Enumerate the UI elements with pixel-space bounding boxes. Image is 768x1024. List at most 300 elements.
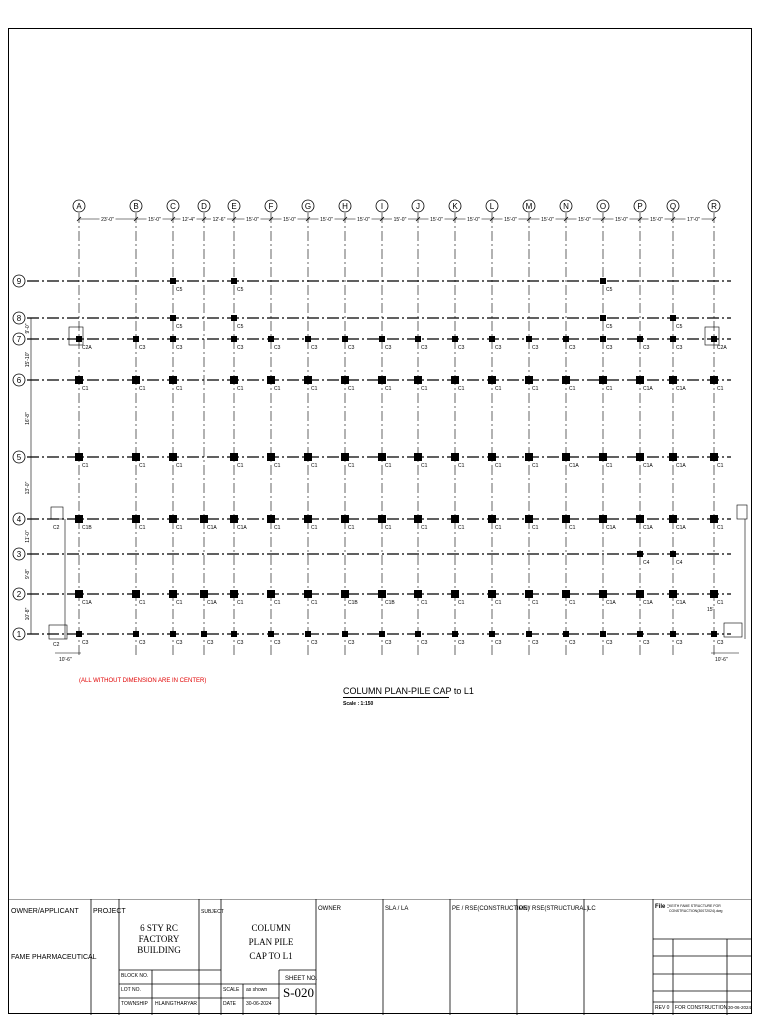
grid-number-3: 3 bbox=[16, 550, 22, 559]
edge-dimension: 10'-6" bbox=[59, 657, 72, 663]
edge-detail bbox=[724, 623, 742, 637]
column-J6 bbox=[414, 376, 422, 384]
column-G1 bbox=[305, 631, 311, 637]
owner-applicant-label: OWNER/APPLICANT bbox=[11, 908, 79, 915]
owner-label: OWNER bbox=[318, 906, 341, 912]
column-label: C5 bbox=[676, 324, 683, 330]
grid-letter-M: M bbox=[525, 202, 533, 211]
column-plan-drawing bbox=[9, 29, 751, 899]
column-J5 bbox=[414, 453, 422, 461]
column-N5 bbox=[562, 453, 570, 461]
column-label: C1A bbox=[676, 600, 686, 606]
column-Q3 bbox=[670, 551, 676, 557]
column-label: C1 bbox=[532, 600, 539, 606]
column-label: C1 bbox=[421, 600, 428, 606]
column-L5 bbox=[488, 453, 496, 461]
column-label: C3 bbox=[274, 345, 281, 351]
column-label: C1 bbox=[458, 386, 465, 392]
column-B5 bbox=[132, 453, 140, 461]
column-R5 bbox=[710, 453, 718, 461]
column-label: C1 bbox=[532, 386, 539, 392]
column-label: C3 bbox=[421, 345, 428, 351]
column-label: C1 bbox=[237, 386, 244, 392]
column-D2 bbox=[200, 590, 208, 598]
column-G6 bbox=[304, 376, 312, 384]
scale-value: as shown bbox=[246, 987, 268, 993]
column-label: C1 bbox=[532, 525, 539, 531]
column-I2 bbox=[378, 590, 386, 598]
column-label: C1 bbox=[311, 600, 318, 606]
column-label: C1A bbox=[237, 525, 247, 531]
column-O8 bbox=[600, 315, 606, 321]
column-H2 bbox=[341, 590, 349, 598]
letter-spacing-dim: 15'-0" bbox=[650, 217, 663, 223]
grid-number-4: 4 bbox=[16, 515, 22, 524]
revision-date: 30-06-2024 bbox=[728, 1005, 752, 1010]
column-label: C3 bbox=[643, 640, 650, 646]
column-label: C5 bbox=[176, 324, 183, 330]
sheet-no-label: SHEET NO. bbox=[285, 976, 318, 982]
title-block-lines bbox=[9, 899, 751, 1015]
column-J4 bbox=[414, 515, 422, 523]
column-label: C1A bbox=[207, 600, 217, 606]
column-label: C1 bbox=[421, 463, 428, 469]
grid-number-5: 5 bbox=[16, 453, 22, 462]
column-label: C2A bbox=[82, 345, 92, 351]
column-G7 bbox=[305, 336, 311, 342]
column-label: C4 bbox=[676, 560, 683, 566]
edge-column-label: C2 bbox=[53, 525, 60, 531]
column-R6 bbox=[710, 376, 718, 384]
column-F7 bbox=[268, 336, 274, 342]
column-K5 bbox=[451, 453, 459, 461]
column-O2 bbox=[599, 590, 607, 598]
column-label: C3 bbox=[82, 640, 89, 646]
number-spacing-dim: 11'-0" bbox=[25, 530, 31, 543]
column-label: C3 bbox=[569, 345, 576, 351]
letter-spacing-dim: 12'-4" bbox=[182, 217, 195, 223]
column-P7 bbox=[637, 336, 643, 342]
column-E5 bbox=[230, 453, 238, 461]
column-C5 bbox=[169, 453, 177, 461]
column-label: C3 bbox=[274, 640, 281, 646]
letter-spacing-dim: 15'-0" bbox=[357, 217, 370, 223]
column-label: C3 bbox=[606, 345, 613, 351]
column-H7 bbox=[342, 336, 348, 342]
column-N1 bbox=[563, 631, 569, 637]
column-label: C1 bbox=[82, 386, 89, 392]
column-label: C1 bbox=[385, 386, 392, 392]
file-name: KEITH FAME STRUCTURE FOR CONSTRUCTION(30072024).dwg bbox=[669, 904, 723, 913]
sla-label: SLA / LA bbox=[385, 906, 409, 912]
subject-value: COLUMN PLAN PILE CAP TO L1 bbox=[248, 923, 294, 961]
column-O5 bbox=[599, 453, 607, 461]
column-L6 bbox=[488, 376, 496, 384]
lc-label: LC bbox=[588, 906, 596, 912]
column-P6 bbox=[636, 376, 644, 384]
edge-detail bbox=[737, 505, 747, 519]
number-spacing-dim: 10'-8" bbox=[25, 607, 31, 621]
grid-number-6: 6 bbox=[16, 376, 22, 385]
column-label: C3 bbox=[176, 345, 183, 351]
column-J2 bbox=[414, 590, 422, 598]
grid-letter-P: P bbox=[637, 202, 643, 211]
number-spacing-dim: 13'-0" bbox=[25, 481, 31, 495]
column-label: C1 bbox=[458, 463, 465, 469]
edge-column-label: C2 bbox=[53, 642, 60, 648]
column-label: C5 bbox=[176, 287, 183, 293]
column-L4 bbox=[488, 515, 496, 523]
column-P3 bbox=[637, 551, 643, 557]
column-C7 bbox=[170, 336, 176, 342]
column-I4 bbox=[378, 515, 386, 523]
column-label: C3 bbox=[676, 345, 683, 351]
column-Q5 bbox=[669, 453, 677, 461]
column-label: C1 bbox=[348, 525, 355, 531]
revision-number: REV 0 bbox=[655, 1005, 670, 1011]
column-F1 bbox=[268, 631, 274, 637]
grid-letter-L: L bbox=[489, 202, 495, 211]
column-label: C3 bbox=[348, 345, 355, 351]
column-B1 bbox=[133, 631, 139, 637]
column-label: C3 bbox=[458, 640, 465, 646]
column-label: C4 bbox=[643, 560, 650, 566]
column-label: C1A bbox=[676, 463, 686, 469]
column-label: C1A bbox=[643, 600, 653, 606]
project-label: PROJECT bbox=[93, 908, 126, 915]
grid-number-2: 2 bbox=[16, 590, 22, 599]
column-label: C3 bbox=[717, 640, 724, 646]
column-M4 bbox=[525, 515, 533, 523]
column-label: C3 bbox=[311, 640, 318, 646]
column-A7 bbox=[76, 336, 82, 342]
column-label: C1 bbox=[311, 525, 318, 531]
column-P2 bbox=[636, 590, 644, 598]
column-L7 bbox=[489, 336, 495, 342]
column-E2 bbox=[230, 590, 238, 598]
block-no-label: BLOCK NO. bbox=[121, 973, 149, 979]
column-label: C1 bbox=[458, 525, 465, 531]
column-label: C1 bbox=[139, 386, 146, 392]
column-F5 bbox=[267, 453, 275, 461]
column-H6 bbox=[341, 376, 349, 384]
column-K4 bbox=[451, 515, 459, 523]
column-label: C3 bbox=[495, 640, 502, 646]
column-F6 bbox=[267, 376, 275, 384]
grid-letter-R: R bbox=[711, 202, 717, 211]
column-label: C3 bbox=[139, 345, 146, 351]
column-label: C2A bbox=[717, 345, 727, 351]
column-label: C1B bbox=[82, 525, 92, 531]
column-label: C3 bbox=[569, 640, 576, 646]
column-M6 bbox=[525, 376, 533, 384]
column-E8 bbox=[231, 315, 237, 321]
column-M1 bbox=[526, 631, 532, 637]
column-label: C1 bbox=[495, 463, 502, 469]
pe-construction-label: PE / RSE(CONSTRUCTION) bbox=[452, 906, 530, 912]
column-P1 bbox=[637, 631, 643, 637]
letter-spacing-dim: 15'-0" bbox=[246, 217, 259, 223]
column-label: C1 bbox=[348, 386, 355, 392]
column-label: C3 bbox=[532, 345, 539, 351]
column-label: C1A bbox=[676, 386, 686, 392]
drawing-sheet bbox=[8, 28, 752, 1014]
column-label: C1 bbox=[717, 386, 724, 392]
column-N6 bbox=[562, 376, 570, 384]
column-K7 bbox=[452, 336, 458, 342]
column-B7 bbox=[133, 336, 139, 342]
column-label: C1 bbox=[237, 600, 244, 606]
column-I6 bbox=[378, 376, 386, 384]
column-label: C3 bbox=[348, 640, 355, 646]
column-label: C1 bbox=[274, 525, 281, 531]
column-label: C1 bbox=[176, 525, 183, 531]
column-C6 bbox=[169, 376, 177, 384]
column-label: C1 bbox=[495, 525, 502, 531]
column-B4 bbox=[132, 515, 140, 523]
column-label: C1A bbox=[643, 463, 653, 469]
column-label: C3 bbox=[421, 640, 428, 646]
plan-title-underline bbox=[343, 697, 449, 698]
project-value: 6 STY RC FACTORY BUILDING bbox=[137, 923, 181, 955]
owner-applicant-value: FAME PHARMACEUTICAL bbox=[11, 954, 97, 961]
date-value: 30-06-2024 bbox=[246, 1001, 272, 1007]
column-label: C1 bbox=[385, 463, 392, 469]
column-label: C3 bbox=[458, 345, 465, 351]
column-label: C1A bbox=[606, 525, 616, 531]
column-label: C1 bbox=[421, 386, 428, 392]
column-M7 bbox=[526, 336, 532, 342]
column-label: C3 bbox=[237, 345, 244, 351]
column-label: C1 bbox=[717, 600, 724, 606]
column-label: C1 bbox=[139, 525, 146, 531]
column-C2 bbox=[169, 590, 177, 598]
column-label: C1 bbox=[385, 525, 392, 531]
column-label: C1 bbox=[311, 386, 318, 392]
column-E7 bbox=[231, 336, 237, 342]
column-A5 bbox=[75, 453, 83, 461]
column-E6 bbox=[230, 376, 238, 384]
column-O6 bbox=[599, 376, 607, 384]
column-label: C1 bbox=[348, 463, 355, 469]
letter-spacing-dim: 15'-0" bbox=[467, 217, 480, 223]
column-K6 bbox=[451, 376, 459, 384]
number-spacing-dim: 16'-8" bbox=[25, 412, 31, 425]
column-N7 bbox=[563, 336, 569, 342]
letter-spacing-dim: 15'-0" bbox=[320, 217, 333, 223]
letter-spacing-dim: 15'-0" bbox=[615, 217, 628, 223]
column-B6 bbox=[132, 376, 140, 384]
column-A1 bbox=[76, 631, 82, 637]
column-Q1 bbox=[670, 631, 676, 637]
edge-detail bbox=[49, 625, 67, 639]
revision-description: FOR CONSTRUCTION bbox=[675, 1005, 728, 1011]
letter-spacing-dim: 17'-0" bbox=[687, 217, 700, 223]
letter-spacing-dim: 15'-0" bbox=[578, 217, 591, 223]
column-R1 bbox=[711, 631, 717, 637]
edge-dimension: 15' bbox=[707, 607, 714, 613]
column-O9 bbox=[600, 278, 606, 284]
column-label: C1 bbox=[606, 463, 613, 469]
column-J7 bbox=[415, 336, 421, 342]
column-A6 bbox=[75, 376, 83, 384]
column-O7 bbox=[600, 336, 606, 342]
grid-letter-D: D bbox=[201, 202, 207, 211]
grid-number-1: 1 bbox=[16, 630, 22, 639]
grid-letter-B: B bbox=[133, 202, 139, 211]
column-P4 bbox=[636, 515, 644, 523]
column-Q6 bbox=[669, 376, 677, 384]
column-label: C3 bbox=[385, 345, 392, 351]
column-label: C1 bbox=[139, 600, 146, 606]
file-label: File : bbox=[655, 904, 670, 910]
column-R4 bbox=[710, 515, 718, 523]
column-label: C1 bbox=[274, 386, 281, 392]
column-label: C1 bbox=[176, 463, 183, 469]
grid-letter-I: I bbox=[380, 202, 384, 211]
sheet-number: S-020 bbox=[283, 985, 315, 1000]
column-label: C1 bbox=[82, 463, 89, 469]
column-label: C1B bbox=[385, 600, 395, 606]
column-C1 bbox=[170, 631, 176, 637]
column-label: C1A bbox=[569, 463, 579, 469]
column-label: C3 bbox=[311, 345, 318, 351]
column-K2 bbox=[451, 590, 459, 598]
column-E9 bbox=[231, 278, 237, 284]
column-label: C1 bbox=[495, 600, 502, 606]
letter-spacing-dim: 23'-0" bbox=[101, 217, 114, 223]
column-label: C1A bbox=[676, 525, 686, 531]
letter-spacing-dim: 12'-6" bbox=[212, 217, 226, 223]
column-label: C1 bbox=[176, 600, 183, 606]
grid-letter-F: F bbox=[268, 202, 274, 211]
column-R7 bbox=[711, 336, 717, 342]
column-label: C5 bbox=[606, 324, 613, 330]
column-H1 bbox=[342, 631, 348, 637]
column-Q7 bbox=[670, 336, 676, 342]
column-label: C1 bbox=[176, 386, 183, 392]
column-label: C1 bbox=[311, 463, 318, 469]
column-label: C3 bbox=[385, 640, 392, 646]
column-label: C1 bbox=[458, 600, 465, 606]
column-O1 bbox=[600, 631, 606, 637]
column-label: C1 bbox=[237, 463, 244, 469]
column-B2 bbox=[132, 590, 140, 598]
column-A2 bbox=[75, 590, 83, 598]
column-label: C1 bbox=[717, 463, 724, 469]
column-label: C1 bbox=[606, 386, 613, 392]
grid-letter-C: C bbox=[170, 202, 176, 211]
column-G2 bbox=[304, 590, 312, 598]
column-Q8 bbox=[670, 315, 676, 321]
number-spacing-dim: 15'-10" bbox=[25, 351, 31, 368]
column-L1 bbox=[489, 631, 495, 637]
column-I5 bbox=[378, 453, 386, 461]
column-M2 bbox=[525, 590, 533, 598]
column-G4 bbox=[304, 515, 312, 523]
column-label: C1 bbox=[274, 463, 281, 469]
column-label: C1A bbox=[643, 386, 653, 392]
column-label: C1A bbox=[82, 600, 92, 606]
column-label: C3 bbox=[237, 640, 244, 646]
column-C4 bbox=[169, 515, 177, 523]
plan-scale: Scale : 1:150 bbox=[343, 701, 374, 707]
column-label: C1A bbox=[643, 525, 653, 531]
grid-letter-Q: Q bbox=[669, 202, 677, 211]
pe-structural-label: PE / RSE(STRUCTURAL) bbox=[519, 906, 589, 912]
grid-letter-N: N bbox=[563, 202, 569, 211]
township-label: TOWNSHIP bbox=[121, 1001, 148, 1007]
column-I7 bbox=[379, 336, 385, 342]
plan-note: (ALL WITHOUT DIMENSION ARE IN CENTER) bbox=[79, 678, 207, 684]
column-label: C3 bbox=[176, 640, 183, 646]
column-D4 bbox=[200, 515, 208, 523]
scale-label: SCALE bbox=[223, 987, 240, 993]
column-label: C1 bbox=[569, 600, 576, 606]
township-value: HLAINGTHARYAR bbox=[155, 1001, 198, 1007]
letter-spacing-dim: 15'-0" bbox=[430, 217, 443, 223]
grid-number-9: 9 bbox=[16, 277, 22, 286]
column-label: C5 bbox=[237, 287, 244, 293]
grid-number-7: 7 bbox=[16, 335, 22, 344]
column-P5 bbox=[636, 453, 644, 461]
plan-title: COLUMN PLAN-PILE CAP to L1 bbox=[343, 686, 474, 696]
column-label: C1 bbox=[421, 525, 428, 531]
column-label: C1 bbox=[569, 525, 576, 531]
column-label: C3 bbox=[676, 640, 683, 646]
grid-number-8: 8 bbox=[16, 314, 22, 323]
column-O4 bbox=[599, 515, 607, 523]
letter-spacing-dim: 15'-0" bbox=[504, 217, 517, 223]
column-C9 bbox=[170, 278, 176, 284]
grid-letter-A: A bbox=[76, 202, 82, 211]
column-K1 bbox=[452, 631, 458, 637]
grid-letter-O: O bbox=[599, 202, 607, 211]
column-Q4 bbox=[669, 515, 677, 523]
number-spacing-dim: 9'-8" bbox=[25, 569, 31, 579]
subject-label: SUBJECT bbox=[201, 909, 224, 915]
column-label: C1A bbox=[606, 600, 616, 606]
column-label: C3 bbox=[532, 640, 539, 646]
column-label: C1 bbox=[532, 463, 539, 469]
column-G5 bbox=[304, 453, 312, 461]
grid-letter-H: H bbox=[342, 202, 348, 211]
column-label: C1 bbox=[717, 525, 724, 531]
edge-dimension: 10'-6" bbox=[715, 657, 728, 663]
letter-spacing-dim: 15'-0" bbox=[541, 217, 554, 223]
column-label: C1 bbox=[274, 600, 281, 606]
letter-spacing-dim: 15'-0" bbox=[148, 217, 161, 223]
column-E4 bbox=[230, 515, 238, 523]
column-label: C1 bbox=[495, 386, 502, 392]
column-E1 bbox=[231, 631, 237, 637]
column-J1 bbox=[415, 631, 421, 637]
column-label: C5 bbox=[606, 287, 613, 293]
column-N4 bbox=[562, 515, 570, 523]
edge-detail bbox=[51, 507, 63, 519]
column-label: C1A bbox=[207, 525, 217, 531]
grid-letter-J: J bbox=[416, 202, 420, 211]
column-A4 bbox=[75, 515, 83, 523]
column-label: C3 bbox=[606, 640, 613, 646]
column-label: C3 bbox=[139, 640, 146, 646]
column-F4 bbox=[267, 515, 275, 523]
column-F2 bbox=[267, 590, 275, 598]
column-D1 bbox=[201, 631, 207, 637]
column-M5 bbox=[525, 453, 533, 461]
letter-spacing-dim: 15'-0" bbox=[393, 217, 407, 223]
column-R2 bbox=[710, 590, 718, 598]
